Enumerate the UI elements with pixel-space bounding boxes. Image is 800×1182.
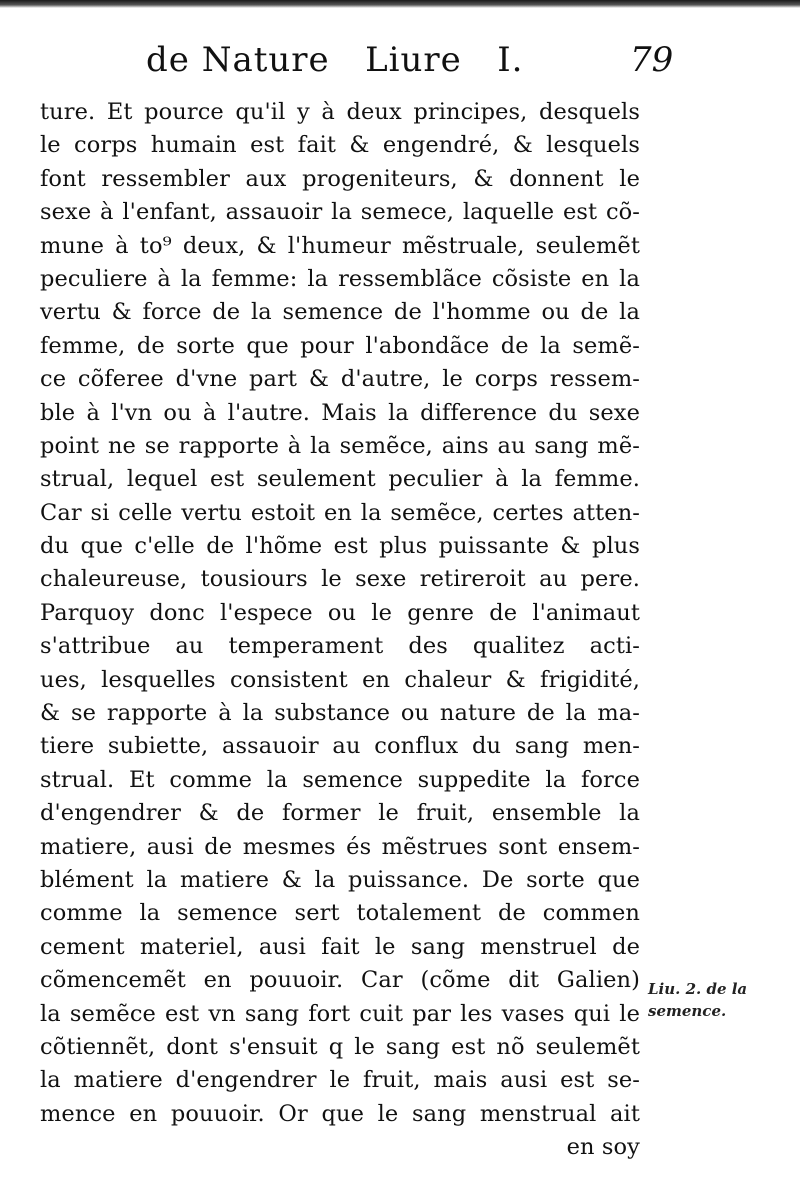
margin-note-line: Liu. 2. de la bbox=[648, 980, 748, 998]
text-line: peculiere à la femme: la ressemblãce cõsiste en la bbox=[40, 265, 640, 292]
text-line: strual. Et comme la semence suppedite la force bbox=[40, 766, 640, 793]
text-line: Car si celle vertu estoit en la semẽce, certes atten- bbox=[40, 499, 640, 526]
text-line: ues, lesquelles consistent en chaleur & frigidité, bbox=[40, 666, 640, 693]
text-line: femme, de sorte que pour l'abondãce de la semẽ- bbox=[40, 332, 640, 359]
text-line: cõmencemẽt en pouuoir. Car (cõme dit Galien) bbox=[40, 967, 640, 994]
text-line: le corps humain est fait & engendré, & lesquels bbox=[40, 132, 640, 159]
text-line: strual, lequel est seulement peculier à la femme. bbox=[40, 466, 640, 493]
text-line: s'attribue au temperament des qualitez acti- bbox=[40, 633, 640, 660]
text-line: mence en pouuoir. Or que le sang menstrual ait bbox=[40, 1100, 640, 1127]
catchword: en soy bbox=[566, 1134, 640, 1161]
text-line: Parquoy donc l'espece ou le genre de l'animaut bbox=[40, 599, 640, 626]
text-line: font ressembler aux progeniteurs, & donnent le bbox=[40, 165, 640, 192]
text-line: blément la matiere & la puissance. De sorte que bbox=[40, 866, 640, 893]
text-line: ble à l'vn ou à l'autre. Mais la difference du sexe bbox=[40, 399, 640, 426]
margin-note bbox=[648, 978, 798, 1022]
text-line: la matiere d'engendrer le fruit, mais ausi est se- bbox=[40, 1067, 640, 1094]
margin-note-line: semence. bbox=[648, 1002, 727, 1020]
page-header bbox=[140, 38, 700, 90]
text-line: cement materiel, ausi fait le sang menstruel de bbox=[40, 933, 640, 960]
text-line: d'engendrer & de former le fruit, ensemble la bbox=[40, 800, 640, 827]
text-line: cõtiennẽt, dont s'ensuit q le sang est nõ seulemẽt bbox=[40, 1033, 640, 1060]
text-line: vertu & force de la semence de l'homme ou de la bbox=[40, 299, 640, 326]
page-number: 79 bbox=[630, 40, 674, 80]
text-line: mune à to⁹ deux, & l'humeur mẽstruale, seulemẽt bbox=[40, 232, 640, 259]
text-line: & se rapporte à la substance ou nature de la ma- bbox=[40, 700, 640, 727]
text-line: matiere, ausi de mesmes és mẽstrues sont ensem- bbox=[40, 833, 640, 860]
running-head: de Nature Liure I. bbox=[146, 40, 524, 80]
text-line: point ne se rapporte à la semẽce, ains au sang mẽ- bbox=[40, 432, 640, 459]
text-line: du que c'elle de l'hõme est plus puissante & plus bbox=[40, 533, 640, 560]
page-top-edge bbox=[0, 0, 800, 8]
text-line: tiere subiette, assauoir au conflux du sang men- bbox=[40, 733, 640, 760]
text-line: la semẽce est vn sang fort cuit par les vases qui le bbox=[40, 1000, 640, 1027]
text-line: ture. Et pource qu'il y à deux principes, desquels bbox=[40, 99, 640, 125]
text-line: comme la semence sert totalement de commen bbox=[40, 900, 640, 927]
text-line: sexe à l'enfant, assauoir la semece, laquelle est cõ- bbox=[40, 199, 640, 226]
text-line: chaleureuse, tousiours le sexe retireroit au pere. bbox=[40, 566, 640, 593]
text-line: ce cõferee d'vne part & d'autre, le corps ressem- bbox=[40, 366, 640, 393]
body-text bbox=[40, 96, 640, 1165]
